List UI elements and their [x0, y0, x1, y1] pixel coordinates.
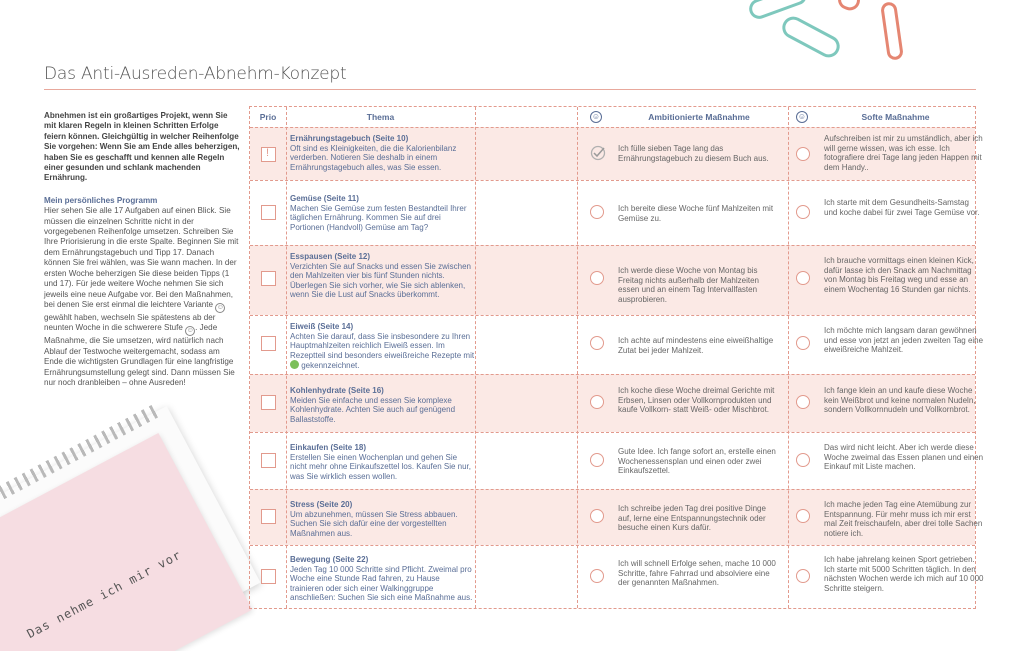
header-softe: Softe Maßnahme	[861, 112, 930, 122]
program-body	[44, 206, 240, 388]
program-body-part1: Hier sehen Sie alle 17 Aufgaben auf einen Blick. Sie müssen die einzelnen Schritte nicht in der vorgegebenen Reihenfolge umsetzen. Schreiben Sie Ihre Priorisierung in die erste Spalte. Beginnen Sie mit dem Ernährungstagebuch und Tipp 17. Danach können Sie frei wählen, was Sie wann machen. In der ersten Woche beherzigen Sie diese beiden Tipps (1 und 17). Für jede weitere Woche nehmen Sie sich jeweils eine neue Aufgabe vor. Bei den Maßnahmen, bei denen Sie erst einmal die leichtere Variante	[44, 206, 239, 309]
softe-radio[interactable]	[796, 453, 810, 467]
protein-leaf-icon	[290, 360, 299, 369]
prio-checkbox[interactable]	[261, 271, 276, 286]
intro-text	[44, 111, 240, 388]
thema-desc: Verzichten Sie auf Snacks und essen Sie zwischen den Mahlzeiten vier bis fünf Stunden nichts. Überlegen Sie sich vorher, wie Sie sich ablenken, wenn Sie die Lust auf Snacks überkommt.	[290, 261, 471, 300]
softe-cell: Ich starte mit dem Gesundheits-Samstag und koche dabei für zwei Tage Gemüse vor.	[824, 198, 980, 217]
column-divider	[286, 107, 287, 608]
ambitioniert-radio[interactable]	[590, 453, 604, 467]
column-divider	[788, 107, 789, 608]
row-divider	[250, 180, 975, 181]
thema-title: Esspausen (Seite 12)	[290, 252, 371, 261]
row-divider	[250, 545, 975, 546]
prio-checkbox[interactable]	[261, 569, 276, 584]
thema-desc: Um abzunehmen, müssen Sie Stress abbauen. Suchen Sie sich dafür eine der vorgestellten Maßnahmen aus.	[290, 509, 458, 538]
prio-checkbox[interactable]	[261, 147, 276, 162]
program-title: Mein persönliches Programm	[44, 195, 158, 205]
header-prio: Prio	[259, 112, 277, 122]
row-divider	[250, 489, 975, 490]
thema-title: Bewegung (Seite 22)	[290, 555, 369, 564]
thema-title: Eiweiß (Seite 14)	[290, 322, 354, 331]
ambitioniert-radio[interactable]	[590, 509, 604, 523]
softe-radio[interactable]	[796, 569, 810, 583]
prio-checkbox[interactable]	[261, 336, 276, 351]
row-divider	[250, 374, 975, 375]
ambitioniert-cell: Ich koche diese Woche dreimal Gerichte mit Erbsen, Linsen oder Vollkornprodukten und kaufe Vollkorn- statt Weiß- oder Mischbrot.	[618, 386, 775, 415]
header-ambitioniert: Ambitionierte Maßnahme	[648, 112, 750, 122]
smile-easy-icon: ☺	[216, 303, 224, 311]
thema-title: Ernährungstagebuch (Seite 10)	[290, 134, 409, 143]
thema-cell	[290, 194, 475, 232]
prio-checkbox[interactable]	[261, 509, 276, 524]
thema-title: Stress (Seite 20)	[290, 500, 353, 509]
row-divider	[250, 127, 975, 128]
softe-cell: Ich fange klein an und kaufe diese Woche kein Weißbrot und keine normalen Nudeln, sondern Vollkornnudeln und Vollkornbrot.	[824, 386, 976, 415]
notebook-text: Das nehme ich mir vor	[24, 547, 184, 642]
measures-table	[249, 106, 984, 609]
thema-cell	[290, 322, 475, 371]
thema-cell	[290, 252, 475, 300]
program-body-part3: . Jede Maßnahme, die Sie umsetzen, wird natürlich nach Ablauf der Testwoche weitergemacht, sodass am Ende die wichtigsten Grundlagen für eine langfristige Ernährungsumstellung gelegt sind. Dann müssen Sie nur noch dranbleiben – ohne Ausreden!	[44, 323, 235, 387]
smile-easy-icon: ☺	[797, 112, 807, 121]
softe-cell: Ich mache jeden Tag eine Atemübung zur Entspannung. Für mehr muss ich mir erst mal Zeit freischaufeln, aber drei tolle Sachen notiere ich.	[824, 500, 983, 538]
thema-desc: Jeden Tag 10 000 Schritte sind Pflicht. Zweimal pro Woche eine Stunde Rad fahren, zu Hause trainieren oder sich einer Walkinggruppe anschließen: Suchen Sie sich eine Maßnahme aus.	[290, 564, 473, 603]
program-body-part2: gewählt haben, wechseln Sie spätestens ab der neunten Woche in die schwerere Stufe	[44, 312, 216, 333]
intro-lead: Abnehmen ist ein großartiges Projekt, wenn Sie mit klaren Regeln in kleinen Schritten Erfolge feiern können. Gleichgültig in welcher Reihenfolge Sie vorgehen: Wenn Sie am Ende alles beherzigen, haben Sie es geschafft und kennen alle Regeln einer gesunden und schlank machenden Ernährung.	[44, 111, 240, 183]
softe-cell: Aufschreiben ist mir zu umständlich, aber ich will gerne wissen, was ich esse. Ich fotografiere drei Tage lang jeden Happen mit dem Handy..	[824, 134, 983, 172]
column-divider	[475, 107, 476, 608]
row-divider	[250, 245, 975, 246]
check-circle-icon[interactable]	[590, 145, 606, 161]
row-divider	[250, 432, 975, 433]
column-divider	[577, 107, 578, 608]
thema-cell	[290, 500, 475, 538]
thema-desc: Machen Sie Gemüse zum festen Bestandteil Ihrer täglichen Ernährung. Kommen Sie auf drei Portionen (Handvoll) Gemüse am Tag?	[290, 203, 467, 232]
header-thema: Thema	[366, 112, 395, 122]
ambitioniert-cell: Ich fülle sieben Tage lang das Ernährungstagebuch zu diesem Buch aus.	[618, 144, 769, 163]
softe-radio[interactable]	[796, 271, 810, 285]
prio-checkbox[interactable]	[261, 205, 276, 220]
smile-hard-icon: ☺	[591, 112, 601, 121]
title-divider	[44, 89, 976, 90]
ambitioniert-cell: Ich werde diese Woche von Montag bis Freitag nichts außerhalb der Mahlzeiten essen und an einem Tag Intervallfasten ausprobieren.	[618, 266, 759, 304]
thema-cell	[290, 134, 475, 172]
paperclip-red-icon	[835, 0, 863, 13]
thema-cell	[290, 443, 475, 481]
thema-cell	[290, 386, 475, 424]
softe-cell: Ich möchte mich langsam daran gewöhnen und esse von jetzt an jeden zweiten Tag eine eiweißreiche Mahlzeit.	[824, 326, 984, 355]
thema-desc: Oft sind es Kleinigkeiten, die die Kalorienbilanz verderben. Notieren Sie deshalb in einem Ernährungstagebuch alles, was Sie essen.	[290, 143, 457, 172]
thema-title: Kohlenhydrate (Seite 16)	[290, 386, 384, 395]
thema-desc-part2: gekennzeichnet.	[301, 361, 360, 371]
softe-radio[interactable]	[796, 509, 810, 523]
thema-title: Einkaufen (Seite 18)	[290, 443, 367, 452]
ambitioniert-cell: Ich will schnell Erfolge sehen, mache 10 000 Schritte, fahre Fahrrad und absolviere eine der genannten Maßnahmen.	[618, 559, 776, 588]
page-title: Das Anti-Ausreden-Abnehm-Konzept	[44, 64, 347, 84]
ambitioniert-radio[interactable]	[590, 569, 604, 583]
thema-desc: Erstellen Sie einen Wochenplan und gehen Sie nicht mehr ohne Einkaufszettel los. Kaufen Sie nur, was Sie wirklich essen wollen.	[290, 452, 471, 481]
softe-radio[interactable]	[796, 336, 810, 350]
ambitioniert-cell: Gute Idee. Ich fange sofort an, erstelle einen Wochenessensplan und einen oder zwei Einkaufszettel.	[618, 447, 776, 476]
ambitioniert-cell: Ich bereite diese Woche fünf Mahlzeiten mit Gemüse zu.	[618, 204, 774, 223]
softe-cell: Das wird nicht leicht. Aber ich werde diese Woche zweimal das Essen planen und einen Einkauf mit Liste machen.	[824, 443, 984, 472]
row-divider	[250, 315, 975, 316]
softe-cell: Ich habe jahrelang keinen Sport getrieben. Ich starte mit 5000 Schritten täglich. In den nächsten Wochen werde ich mich auf 10 000 Schritte steigern.	[824, 555, 984, 593]
paperclip-red-icon	[880, 1, 904, 61]
softe-radio[interactable]	[796, 205, 810, 219]
thema-title: Gemüse (Seite 11)	[290, 194, 359, 203]
thema-desc	[290, 332, 475, 371]
thema-cell	[290, 555, 475, 603]
smile-hard-icon: ☺	[186, 327, 194, 335]
softe-radio[interactable]	[796, 147, 810, 161]
softe-cell: Ich brauche vormittags einen kleinen Kick, dafür lasse ich den Snack am Nachmittag von Montag bis Freitag weg und esse an einem Wochentag 16 Stunden gar nichts.	[824, 256, 974, 294]
paperclip-teal-icon	[778, 13, 843, 62]
prio-checkbox[interactable]	[261, 395, 276, 410]
thema-desc: Meiden Sie einfache und essen Sie komplexe Kohlenhydrate. Achten Sie auch auf genügend Ballaststoffe.	[290, 395, 456, 424]
ambitioniert-radio[interactable]	[590, 395, 604, 409]
softe-radio[interactable]	[796, 395, 810, 409]
ambitioniert-cell: Ich achte auf mindestens eine eiweißhaltige Zutat bei jeder Mahlzeit.	[618, 336, 774, 355]
prio-checkbox[interactable]	[261, 453, 276, 468]
ambitioniert-radio[interactable]	[590, 205, 604, 219]
ambitioniert-cell: Ich schreibe jeden Tag drei positive Dinge auf, lerne eine Entspannungstechnik oder besuche einen Kurs dafür.	[618, 504, 766, 533]
ambitioniert-radio[interactable]	[590, 271, 604, 285]
thema-desc-part1: Achten Sie darauf, dass Sie insbesondere zu Ihren Hauptmahlzeiten reichlich Eiweiß essen. Im Rezeptteil sind besonders eiweißreiche Rezepte mit	[290, 331, 475, 360]
ambitioniert-radio[interactable]	[590, 336, 604, 350]
